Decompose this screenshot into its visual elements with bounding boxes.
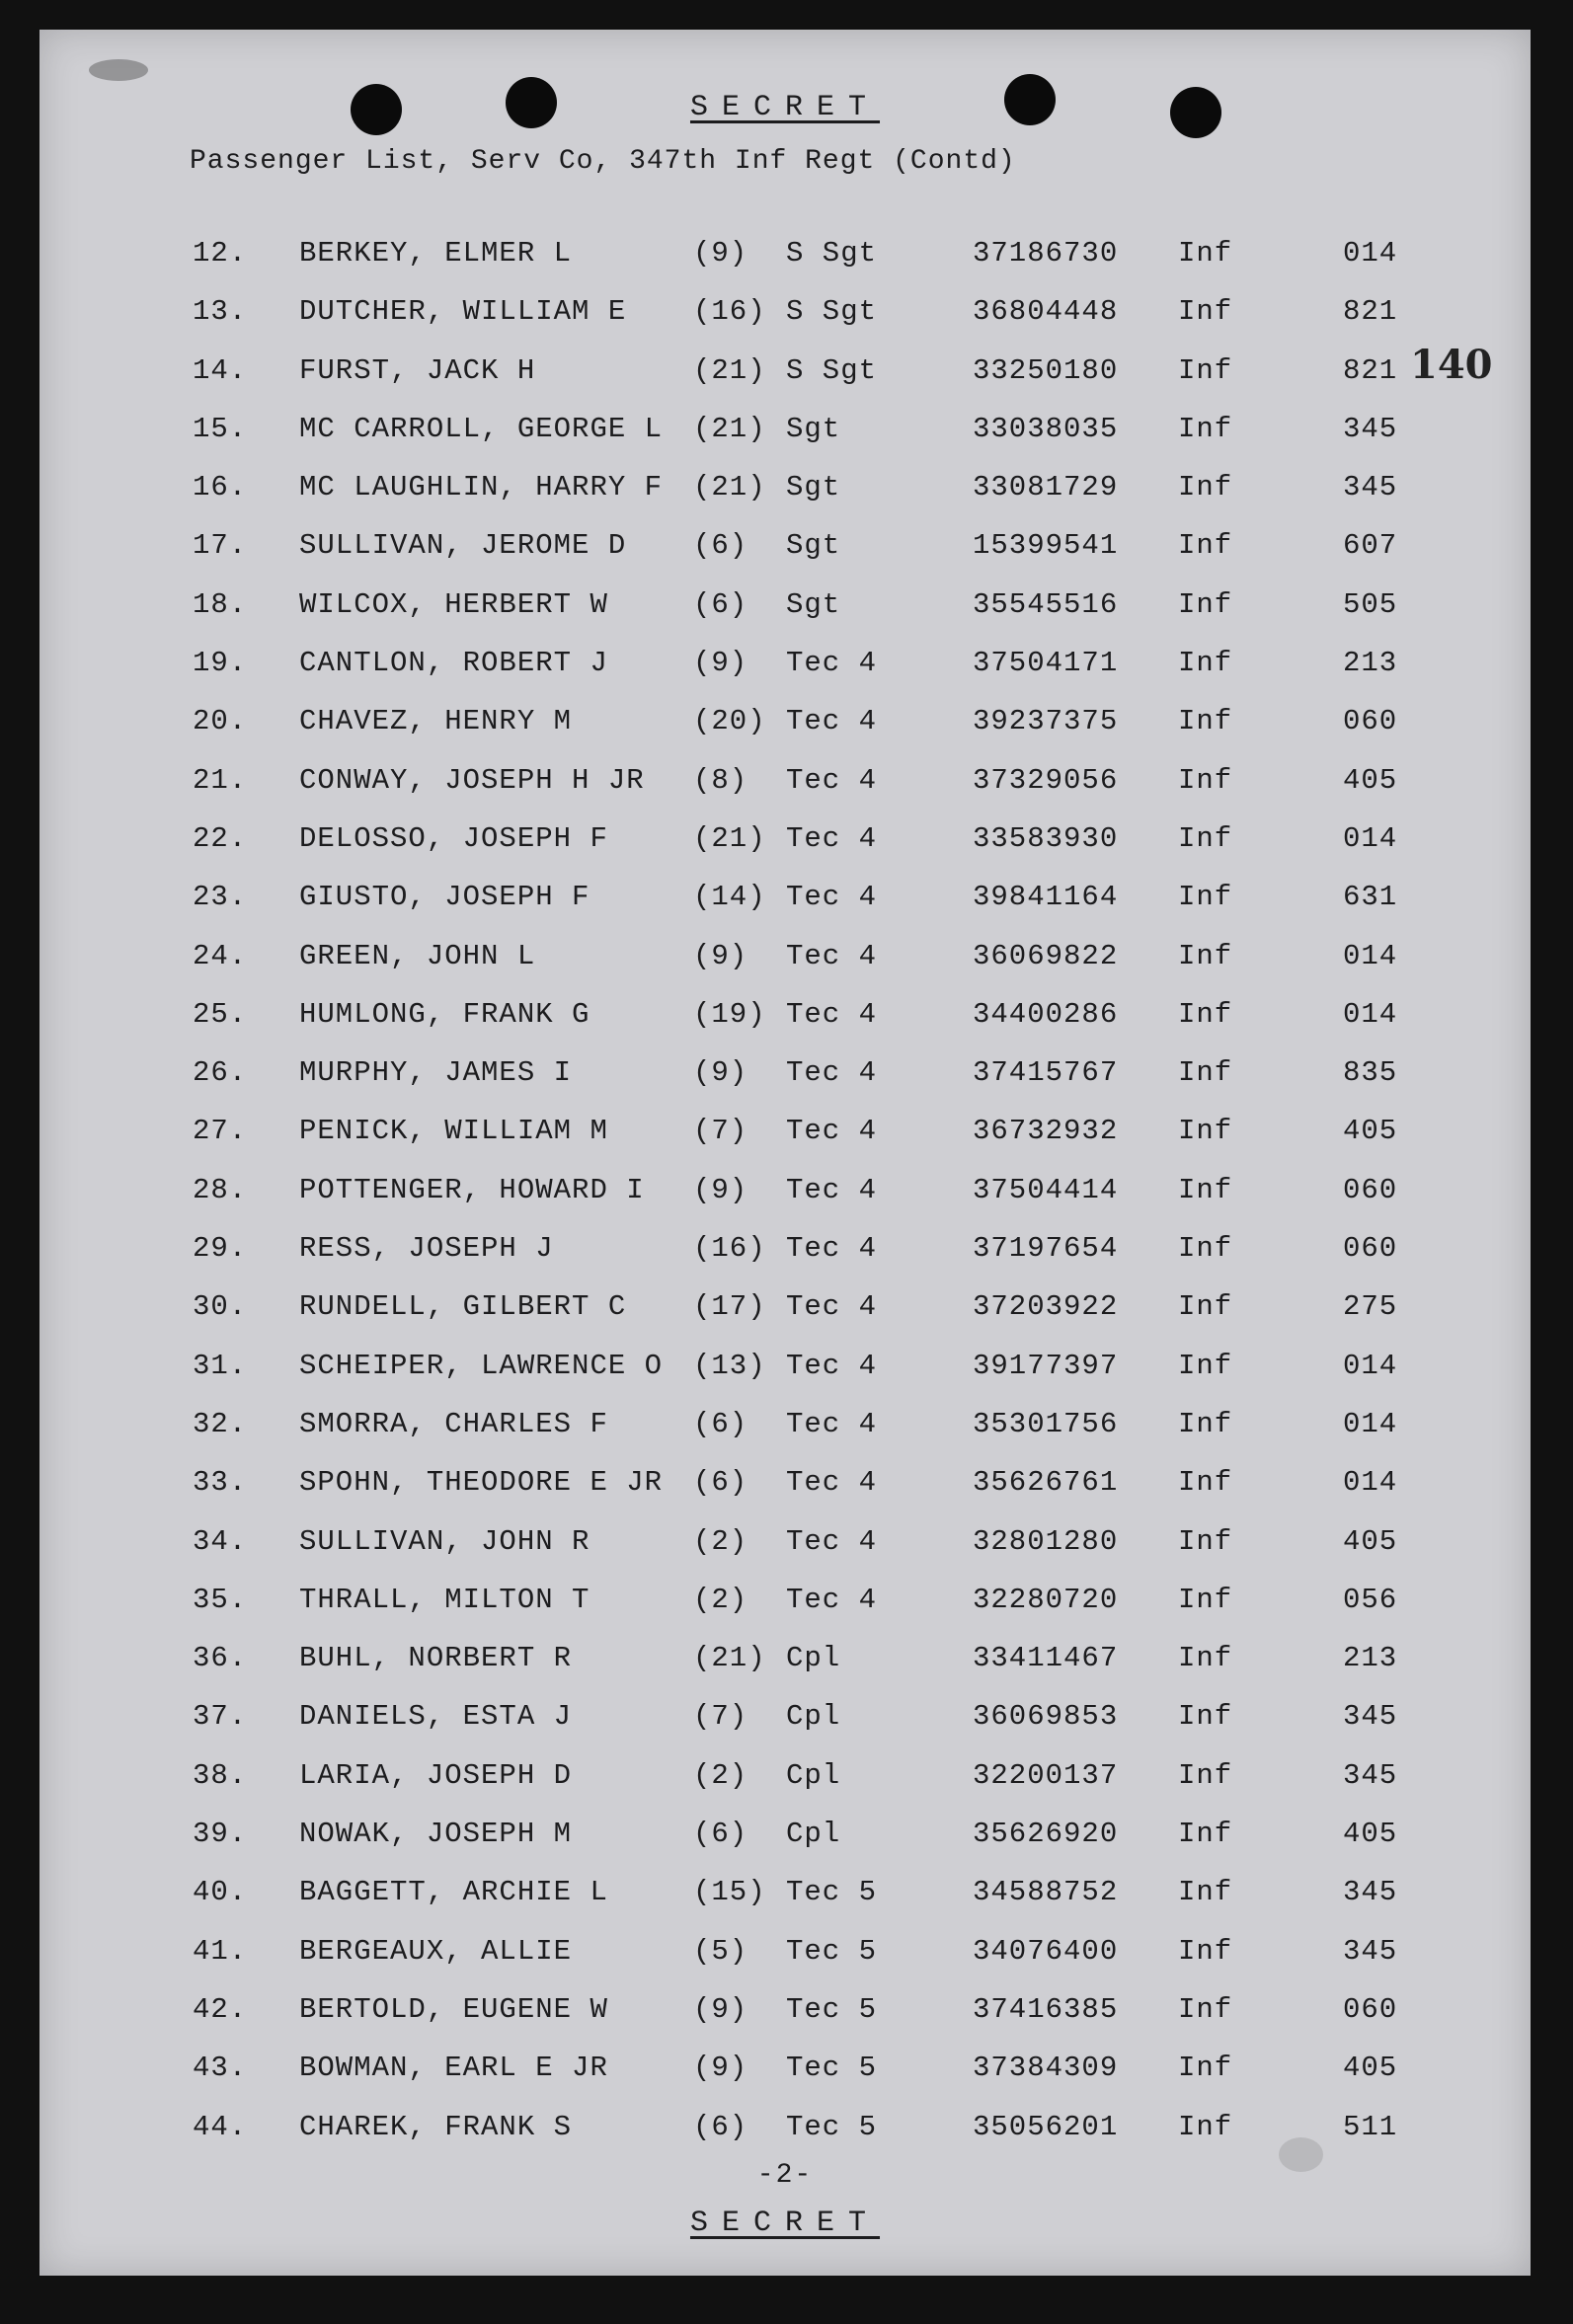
passenger-name: DELOSSO, JOSEPH F: [299, 821, 608, 855]
serial-number: 37416385: [973, 1992, 1119, 2026]
code-number: 060: [1343, 705, 1398, 738]
table-row: [39, 822, 1531, 881]
passenger-name: MC LAUGHLIN, HARRY F: [299, 471, 664, 504]
row-number: 16.: [193, 471, 248, 504]
group-number: (15): [693, 1876, 766, 1909]
serial-number: 33081729: [973, 471, 1119, 504]
passenger-name: MC CARROLL, GEORGE L: [299, 412, 664, 445]
row-number: 40.: [193, 1876, 248, 1909]
serial-number: 39177397: [973, 1349, 1119, 1382]
row-number: 27.: [193, 1115, 248, 1148]
passenger-name: SCHEIPER, LAWRENCE O: [299, 1349, 664, 1382]
group-number: (16): [693, 295, 766, 329]
rank: Tec 4: [786, 1290, 878, 1324]
row-number: 19.: [193, 647, 248, 680]
passenger-name: PENICK, WILLIAM M: [299, 1115, 608, 1148]
table-row: [39, 295, 1531, 353]
passenger-name: BERKEY, ELMER L: [299, 237, 573, 270]
row-number: 17.: [193, 529, 248, 563]
code-number: 056: [1343, 1583, 1398, 1616]
rank: Tec 4: [786, 1524, 878, 1558]
passenger-list: [39, 237, 1531, 2169]
row-number: 24.: [193, 939, 248, 972]
code-number: 405: [1343, 763, 1398, 797]
code-number: 345: [1343, 1758, 1398, 1792]
code-number: 405: [1343, 1524, 1398, 1558]
row-number: 30.: [193, 1290, 248, 1324]
group-number: (21): [693, 353, 766, 387]
table-row: [39, 998, 1531, 1056]
serial-number: 37203922: [973, 1290, 1119, 1324]
table-row: [39, 1350, 1531, 1408]
table-row: [39, 764, 1531, 822]
rank: S Sgt: [786, 295, 878, 329]
row-number: 25.: [193, 997, 248, 1031]
table-row: [39, 354, 1531, 413]
group-number: (9): [693, 939, 748, 972]
serial-number: 35301756: [973, 1407, 1119, 1440]
passenger-name: HUMLONG, FRANK G: [299, 997, 590, 1031]
code-number: 607: [1343, 529, 1398, 563]
arm-of-service: Inf: [1178, 1349, 1233, 1382]
arm-of-service: Inf: [1178, 529, 1233, 563]
passenger-name: POTTENGER, HOWARD I: [299, 1173, 645, 1206]
rank: Tec 5: [786, 1992, 878, 2026]
group-number: (9): [693, 1056, 748, 1090]
passenger-name: NOWAK, JOSEPH M: [299, 1818, 573, 1851]
rank: Tec 4: [786, 1407, 878, 1440]
serial-number: 37186730: [973, 237, 1119, 270]
passenger-name: GIUSTO, JOSEPH F: [299, 881, 590, 914]
table-row: [39, 1642, 1531, 1700]
arm-of-service: Inf: [1178, 353, 1233, 387]
rank: S Sgt: [786, 353, 878, 387]
arm-of-service: Inf: [1178, 997, 1233, 1031]
rank: Tec 5: [786, 2052, 878, 2085]
row-number: 22.: [193, 821, 248, 855]
serial-number: 32801280: [973, 1524, 1119, 1558]
serial-number: 33411467: [973, 1642, 1119, 1675]
passenger-name: RUNDELL, GILBERT C: [299, 1290, 627, 1324]
code-number: 511: [1343, 2110, 1398, 2143]
arm-of-service: Inf: [1178, 1818, 1233, 1851]
table-row: [39, 1759, 1531, 1818]
passenger-name: THRALL, MILTON T: [299, 1583, 590, 1616]
serial-number: 15399541: [973, 529, 1119, 563]
serial-number: 36069853: [973, 1700, 1119, 1734]
table-row: [39, 588, 1531, 647]
table-row: [39, 881, 1531, 939]
table-row: [39, 940, 1531, 998]
arm-of-service: Inf: [1178, 1992, 1233, 2026]
table-row: [39, 1466, 1531, 1524]
arm-of-service: Inf: [1178, 647, 1233, 680]
table-row: [39, 1876, 1531, 1934]
table-row: [39, 1408, 1531, 1466]
row-number: 29.: [193, 1232, 248, 1266]
row-number: 18.: [193, 587, 248, 621]
passenger-name: BOWMAN, EARL E JR: [299, 2052, 608, 2085]
group-number: (21): [693, 1642, 766, 1675]
arm-of-service: Inf: [1178, 705, 1233, 738]
code-number: 405: [1343, 2052, 1398, 2085]
classification-header: SECRET: [689, 91, 881, 124]
group-number: (21): [693, 471, 766, 504]
rank: Cpl: [786, 1642, 841, 1675]
passenger-name: RESS, JOSEPH J: [299, 1232, 554, 1266]
arm-of-service: Inf: [1178, 471, 1233, 504]
arm-of-service: Inf: [1178, 1115, 1233, 1148]
rank: Tec 4: [786, 881, 878, 914]
code-number: 014: [1343, 1466, 1398, 1500]
serial-number: 33038035: [973, 412, 1119, 445]
arm-of-service: Inf: [1178, 1758, 1233, 1792]
passenger-name: LARIA, JOSEPH D: [299, 1758, 573, 1792]
code-number: 405: [1343, 1115, 1398, 1148]
group-number: (8): [693, 763, 748, 797]
group-number: (9): [693, 2052, 748, 2085]
code-number: 405: [1343, 1818, 1398, 1851]
serial-number: 37329056: [973, 763, 1119, 797]
serial-number: 35545516: [973, 587, 1119, 621]
rank: Tec 4: [786, 705, 878, 738]
passenger-name: BERGEAUX, ALLIE: [299, 1934, 573, 1968]
arm-of-service: Inf: [1178, 587, 1233, 621]
arm-of-service: Inf: [1178, 881, 1233, 914]
arm-of-service: Inf: [1178, 1407, 1233, 1440]
arm-of-service: Inf: [1178, 1524, 1233, 1558]
table-row: [39, 705, 1531, 763]
table-row: [39, 1993, 1531, 2052]
table-row: [39, 1232, 1531, 1290]
code-number: 835: [1343, 1056, 1398, 1090]
passenger-name: CONWAY, JOSEPH H JR: [299, 763, 645, 797]
row-number: 20.: [193, 705, 248, 738]
arm-of-service: Inf: [1178, 295, 1233, 329]
arm-of-service: Inf: [1178, 1290, 1233, 1324]
rank: Cpl: [786, 1758, 841, 1792]
passenger-name: CHAVEZ, HENRY M: [299, 705, 573, 738]
rank: Tec 4: [786, 821, 878, 855]
serial-number: 34400286: [973, 997, 1119, 1031]
code-number: 014: [1343, 237, 1398, 270]
code-number: 014: [1343, 1349, 1398, 1382]
rank: Tec 4: [786, 1349, 878, 1382]
row-number: 38.: [193, 1758, 248, 1792]
row-number: 23.: [193, 881, 248, 914]
row-number: 26.: [193, 1056, 248, 1090]
group-number: (2): [693, 1583, 748, 1616]
serial-number: 39237375: [973, 705, 1119, 738]
rank: Tec 4: [786, 1583, 878, 1616]
table-row: [39, 1115, 1531, 1173]
rank: Tec 4: [786, 1466, 878, 1500]
group-number: (7): [693, 1700, 748, 1734]
serial-number: 37415767: [973, 1056, 1119, 1090]
rank: Tec 4: [786, 1056, 878, 1090]
serial-number: 33583930: [973, 821, 1119, 855]
arm-of-service: Inf: [1178, 763, 1233, 797]
arm-of-service: Inf: [1178, 1934, 1233, 1968]
page-stamp-number: 140: [1410, 342, 1493, 388]
rank: Tec 4: [786, 1232, 878, 1266]
serial-number: 39841164: [973, 881, 1119, 914]
serial-number: 36804448: [973, 295, 1119, 329]
table-row: [39, 471, 1531, 529]
rank: Cpl: [786, 1700, 841, 1734]
passenger-name: GREEN, JOHN L: [299, 939, 536, 972]
table-row: [39, 1056, 1531, 1115]
code-number: 821: [1343, 295, 1398, 329]
passenger-name: CHAREK, FRANK S: [299, 2110, 573, 2143]
code-number: 345: [1343, 1934, 1398, 1968]
row-number: 44.: [193, 2110, 248, 2143]
code-number: 275: [1343, 1290, 1398, 1324]
table-row: [39, 237, 1531, 295]
passenger-name: SMORRA, CHARLES F: [299, 1407, 608, 1440]
row-number: 32.: [193, 1407, 248, 1440]
table-row: [39, 529, 1531, 587]
table-row: [39, 1290, 1531, 1349]
serial-number: 32200137: [973, 1758, 1119, 1792]
group-number: (13): [693, 1349, 766, 1382]
rank: Tec 4: [786, 1173, 878, 1206]
row-number: 12.: [193, 237, 248, 270]
passenger-name: DUTCHER, WILLIAM E: [299, 295, 627, 329]
row-number: 28.: [193, 1173, 248, 1206]
arm-of-service: Inf: [1178, 1056, 1233, 1090]
rank: Tec 4: [786, 939, 878, 972]
passenger-name: SULLIVAN, JEROME D: [299, 529, 627, 563]
arm-of-service: Inf: [1178, 2052, 1233, 2085]
serial-number: 37384309: [973, 2052, 1119, 2085]
row-number: 42.: [193, 1992, 248, 2026]
passenger-name: WILCOX, HERBERT W: [299, 587, 608, 621]
rank: Tec 4: [786, 1115, 878, 1148]
arm-of-service: Inf: [1178, 1876, 1233, 1909]
row-number: 34.: [193, 1524, 248, 1558]
rank: Tec 4: [786, 997, 878, 1031]
group-number: (6): [693, 1466, 748, 1500]
serial-number: 37504414: [973, 1173, 1119, 1206]
arm-of-service: Inf: [1178, 237, 1233, 270]
passenger-name: SPOHN, THEODORE E JR: [299, 1466, 664, 1500]
row-number: 37.: [193, 1700, 248, 1734]
serial-number: 35626761: [973, 1466, 1119, 1500]
passenger-name: CANTLON, ROBERT J: [299, 647, 608, 680]
serial-number: 33250180: [973, 353, 1119, 387]
group-number: (9): [693, 1173, 748, 1206]
ink-smudge: [89, 59, 148, 81]
arm-of-service: Inf: [1178, 1173, 1233, 1206]
arm-of-service: Inf: [1178, 2110, 1233, 2143]
rank: Tec 5: [786, 1934, 878, 1968]
code-number: 505: [1343, 587, 1398, 621]
group-number: (2): [693, 1758, 748, 1792]
group-number: (14): [693, 881, 766, 914]
serial-number: 35626920: [973, 1818, 1119, 1851]
document-subtitle: Passenger List, Serv Co, 347th Inf Regt (Contd): [190, 146, 1016, 177]
row-number: 36.: [193, 1642, 248, 1675]
serial-number: 37197654: [973, 1232, 1119, 1266]
table-row: [39, 1935, 1531, 1993]
group-number: (6): [693, 2110, 748, 2143]
rank: Sgt: [786, 529, 841, 563]
code-number: 345: [1343, 1700, 1398, 1734]
row-number: 13.: [193, 295, 248, 329]
classification-footer: SECRET: [689, 2207, 881, 2240]
code-number: 821: [1343, 353, 1398, 387]
passenger-name: SULLIVAN, JOHN R: [299, 1524, 590, 1558]
rank: S Sgt: [786, 237, 878, 270]
rank: Tec 4: [786, 647, 878, 680]
row-number: 31.: [193, 1349, 248, 1382]
group-number: (21): [693, 412, 766, 445]
rank: Tec 4: [786, 763, 878, 797]
table-row: [39, 1174, 1531, 1232]
group-number: (7): [693, 1115, 748, 1148]
table-row: [39, 1818, 1531, 1876]
code-number: 060: [1343, 1992, 1398, 2026]
rank: Sgt: [786, 587, 841, 621]
code-number: 213: [1343, 1642, 1398, 1675]
arm-of-service: Inf: [1178, 821, 1233, 855]
rank: Sgt: [786, 471, 841, 504]
table-row: [39, 1525, 1531, 1584]
group-number: (16): [693, 1232, 766, 1266]
code-number: 014: [1343, 821, 1398, 855]
row-number: 35.: [193, 1583, 248, 1616]
code-number: 345: [1343, 1876, 1398, 1909]
table-row: [39, 413, 1531, 471]
arm-of-service: Inf: [1178, 1700, 1233, 1734]
serial-number: 34076400: [973, 1934, 1119, 1968]
passenger-name: BUHL, NORBERT R: [299, 1642, 573, 1675]
code-number: 060: [1343, 1173, 1398, 1206]
rank: Tec 5: [786, 2110, 878, 2143]
code-number: 014: [1343, 1407, 1398, 1440]
row-number: 14.: [193, 353, 248, 387]
serial-number: 34588752: [973, 1876, 1119, 1909]
passenger-name: DANIELS, ESTA J: [299, 1700, 573, 1734]
code-number: 631: [1343, 881, 1398, 914]
serial-number: 36069822: [973, 939, 1119, 972]
arm-of-service: Inf: [1178, 939, 1233, 972]
row-number: 33.: [193, 1466, 248, 1500]
serial-number: 35056201: [973, 2110, 1119, 2143]
group-number: (6): [693, 1818, 748, 1851]
table-row: [39, 2052, 1531, 2110]
table-row: [39, 1584, 1531, 1642]
table-row: [39, 1700, 1531, 1758]
row-number: 15.: [193, 412, 248, 445]
passenger-name: BAGGETT, ARCHIE L: [299, 1876, 608, 1909]
group-number: (20): [693, 705, 766, 738]
arm-of-service: Inf: [1178, 1232, 1233, 1266]
code-number: 213: [1343, 647, 1398, 680]
code-number: 060: [1343, 1232, 1398, 1266]
code-number: 014: [1343, 939, 1398, 972]
code-number: 345: [1343, 412, 1398, 445]
group-number: (9): [693, 237, 748, 270]
rank: Cpl: [786, 1818, 841, 1851]
arm-of-service: Inf: [1178, 1466, 1233, 1500]
group-number: (2): [693, 1524, 748, 1558]
table-row: [39, 647, 1531, 705]
code-number: 014: [1343, 997, 1398, 1031]
document-page: [39, 30, 1531, 2276]
group-number: (21): [693, 821, 766, 855]
row-number: 43.: [193, 2052, 248, 2085]
code-number: 345: [1343, 471, 1398, 504]
serial-number: 32280720: [973, 1583, 1119, 1616]
page-number: -2-: [756, 2160, 814, 2191]
arm-of-service: Inf: [1178, 1583, 1233, 1616]
passenger-name: BERTOLD, EUGENE W: [299, 1992, 608, 2026]
arm-of-service: Inf: [1178, 1642, 1233, 1675]
group-number: (9): [693, 1992, 748, 2026]
serial-number: 36732932: [973, 1115, 1119, 1148]
passenger-name: FURST, JACK H: [299, 353, 536, 387]
group-number: (5): [693, 1934, 748, 1968]
row-number: 41.: [193, 1934, 248, 1968]
group-number: (9): [693, 647, 748, 680]
row-number: 39.: [193, 1818, 248, 1851]
group-number: (6): [693, 587, 748, 621]
group-number: (6): [693, 1407, 748, 1440]
group-number: (6): [693, 529, 748, 563]
row-number: 21.: [193, 763, 248, 797]
group-number: (19): [693, 997, 766, 1031]
rank: Tec 5: [786, 1876, 878, 1909]
rank: Sgt: [786, 412, 841, 445]
passenger-name: MURPHY, JAMES I: [299, 1056, 573, 1090]
serial-number: 37504171: [973, 647, 1119, 680]
arm-of-service: Inf: [1178, 412, 1233, 445]
group-number: (17): [693, 1290, 766, 1324]
